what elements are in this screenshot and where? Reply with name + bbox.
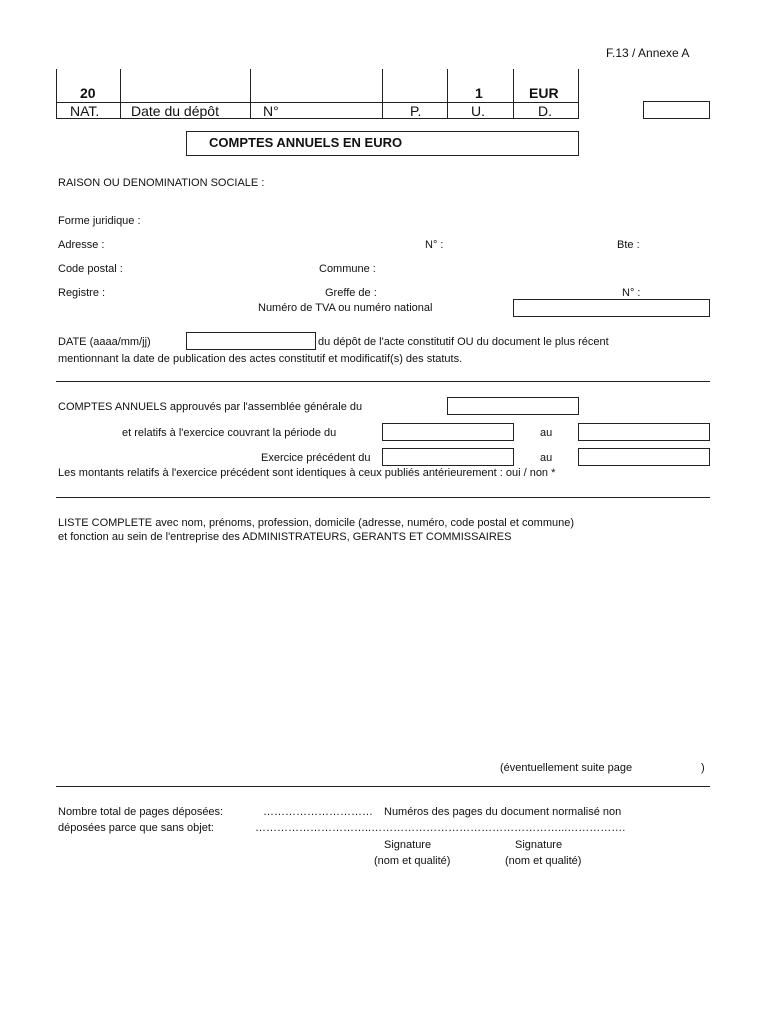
col-date-depot: Date du dépôt (131, 103, 219, 119)
col-p: P. (410, 103, 422, 119)
deposees-dots: …………………………..……………………………………………...……………. (255, 822, 626, 834)
title-box (186, 131, 579, 156)
signature-1: Signature (384, 839, 432, 851)
previous-end-field[interactable] (578, 448, 710, 466)
identical-note: Les montants relatifs à l'exercice précédent sont identiques à ceux publiés antérieurement : oui / non * (58, 467, 556, 479)
tva-field[interactable] (513, 299, 710, 317)
form-reference: F.13 / Annexe A (606, 46, 690, 60)
code-postal-label: Code postal : (58, 263, 123, 275)
pages-label: Nombre total de pages déposées: (58, 806, 224, 818)
col-u: U. (471, 103, 485, 119)
divider-1 (56, 381, 710, 382)
adresse-label: Adresse : (58, 239, 105, 251)
currency: EUR (529, 85, 559, 101)
greffe-numero-label: N° : (622, 287, 641, 299)
deposees-label: déposées parce que sans objet: (58, 822, 214, 834)
approved-date-field[interactable] (447, 397, 579, 415)
signature-2: Signature (515, 839, 563, 851)
bte-label: Bte : (617, 239, 640, 251)
qualite-1: (nom et qualité) (374, 855, 451, 867)
header-extra-field[interactable] (643, 101, 710, 119)
pages-dots: ………………………… (263, 806, 373, 818)
period-au-label: au (540, 427, 553, 439)
date-text-line2: mentionnant la date de publication des actes constitutif et modificatif(s) des statuts. (58, 353, 463, 365)
greffe-label: Greffe de : (325, 287, 377, 299)
date-text-line1: du dépôt de l'acte constitutif OU du document le plus récent (318, 336, 609, 348)
divider-3 (56, 786, 710, 787)
raison-label: RAISON OU DENOMINATION SOCIALE : (58, 177, 265, 189)
suite-close: ) (701, 762, 705, 774)
commune-label: Commune : (319, 263, 376, 275)
suite-note: (éventuellement suite page (500, 762, 633, 774)
year-prefix: 20 (80, 85, 96, 101)
date-label: DATE (aaaa/mm/jj) (58, 336, 151, 348)
approved-label: COMPTES ANNUELS approuvés par l'assemblée générale du (58, 401, 363, 413)
forme-label: Forme juridique : (58, 215, 141, 227)
liste-line2: et fonction au sein de l'entreprise des ADMINISTRATEURS, GERANTS ET COMMISSAIRES (58, 531, 512, 543)
previous-label: Exercice précédent du (261, 452, 371, 464)
period-label: et relatifs à l'exercice couvrant la période du (122, 427, 337, 439)
numeros-label: Numéros des pages du document normalisé non (384, 806, 622, 818)
col-numero: N° (263, 103, 279, 119)
registre-label: Registre : (58, 287, 106, 299)
previous-start-field[interactable] (382, 448, 514, 466)
page-title: COMPTES ANNUELS EN EURO (209, 135, 403, 150)
col-d: D. (538, 103, 552, 119)
tva-label: Numéro de TVA ou numéro national (258, 302, 433, 314)
numero-label: N° : (425, 239, 444, 251)
liste-line1: LISTE COMPLETE avec nom, prénoms, profession, domicile (adresse, numéro, code postal et commune) (58, 517, 574, 529)
period-end-field[interactable] (578, 423, 710, 441)
period-start-field[interactable] (382, 423, 514, 441)
qualite-2: (nom et qualité) (505, 855, 582, 867)
unit-value: 1 (475, 85, 483, 101)
col-nat: NAT. (70, 103, 100, 119)
previous-au-label: au (540, 452, 553, 464)
date-field[interactable] (186, 332, 316, 350)
divider-2 (56, 497, 710, 498)
